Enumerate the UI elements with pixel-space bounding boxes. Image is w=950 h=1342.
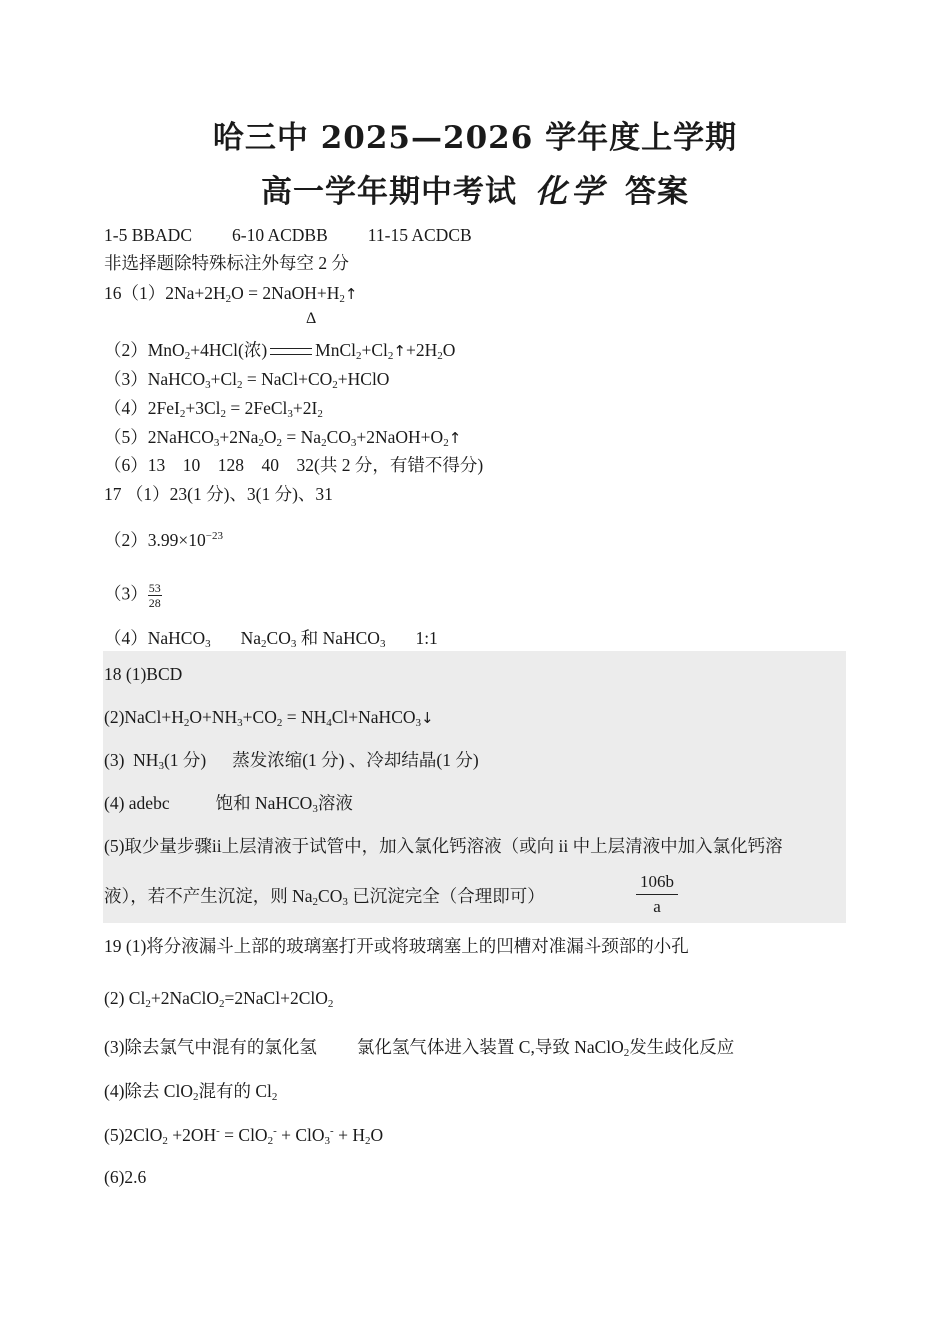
mc-6-10: 6-10 ACDBB [232, 225, 328, 245]
q16-2: （2）MnO$_2$+4HCl(浓) $MnCl_2+Cl_2↑+2H_2O$ [104, 340, 456, 362]
q16-6: （6）13 10 128 40 32(共 2 分，有错不得分) [104, 455, 484, 475]
title-exam: 高一学年期中考试 [260, 174, 517, 210]
title-answer: 答案 [625, 174, 689, 210]
q16-5: $(5)2NaHCO_3+2Na_2O_2$ = $Na_2CO_3+2NaOH+O_2↑$ [104, 427, 462, 449]
q17-1: 17 （1）23(1 分)、3(1 分)、31 [104, 484, 333, 504]
scoring-note: 非选择题除特殊标注外每空 2 分 [104, 253, 349, 273]
q18-highlight-block [103, 651, 846, 923]
fraction-106b-a: $\frac{106b}{a}$ [636, 870, 678, 919]
q18-5-cont: 液），若不产生沉淀，则 $Na_2CO_3$ 已沉淀完全（合理即可） [104, 886, 545, 908]
mc-11-15: 11-15 ACDCB [367, 225, 472, 245]
title-subject: 化学 [534, 172, 607, 210]
q19-3: (3)除去氯气中混有的氯化氢 氯化氢气体进入装置 C,导致 NaClO$_2$发生歧化反应 [104, 1037, 735, 1059]
page-title-line-2 [0, 166, 950, 212]
q18-5: (5)取少量步骤ii上层清液于试管中，加入氯化钙溶液（或向 ii 中上层清液中加入氯化钙溶 [104, 836, 783, 856]
q16-3: $(3)NaHCO_3+Cl_2$ = $NaCl+CO_2+HClO$ [104, 369, 390, 391]
heat-symbol: Δ [306, 310, 317, 327]
q19-2: (2) $Cl_2+2NaClO_2=2NaCl+2ClO_2$ [104, 988, 334, 1010]
q18-1: 18 (1)BCD [104, 664, 183, 684]
q19-1: 19 (1)将分液漏斗上部的玻璃塞打开或将玻璃塞上的凹槽对准漏斗颈部的小孔 [104, 936, 689, 956]
fraction-53-28: $\frac{53}{28}$ [148, 581, 161, 610]
mc-1-5: 1-5 BBADC [104, 225, 192, 245]
q18-4: (4) adebc 饱和 NaHCO$_3$溶液 [104, 793, 353, 815]
q19-5: $(5)2ClO_2 +2OH^- = ClO_2^- + ClO_3^- + H_2O$ [104, 1125, 384, 1147]
page-title-line-1: 哈三中 2025—2026 学年度上学期 [212, 120, 738, 156]
q18-2: $(2)NaCl+H_2O+NH_3+CO_2$ = $NH_4Cl+NaHCO_3↓$ [104, 707, 434, 729]
q17-2: $(2)3.99\times 10^{-23}$ [104, 530, 223, 550]
q19-6: (6)2.6 [104, 1167, 147, 1187]
q19-4: (4)除去 ClO$_2$混有的 $Cl_2$ [104, 1081, 278, 1103]
q17-3: （3） $\frac{53}{28}$ [104, 581, 161, 610]
q17-4: （4）NaHCO$_3$ $Na_2CO_3$ 和 NaHCO$_3$ 1:1 [104, 628, 438, 650]
q16-4: $(4)2FeI_2+3Cl_2$ = $2FeCl_3+2I_2$ [104, 398, 323, 420]
q16-1: $16(1)2Na+2H_2O$ = $2NaOH+H_2↑$ [104, 283, 358, 305]
mc-answers [104, 223, 472, 247]
q18-3: (3) $NH_3(1$ 分) 蒸发浓缩(1 分) 、冷却结晶(1 分) [104, 750, 479, 772]
reaction-equals-sign [270, 348, 312, 355]
